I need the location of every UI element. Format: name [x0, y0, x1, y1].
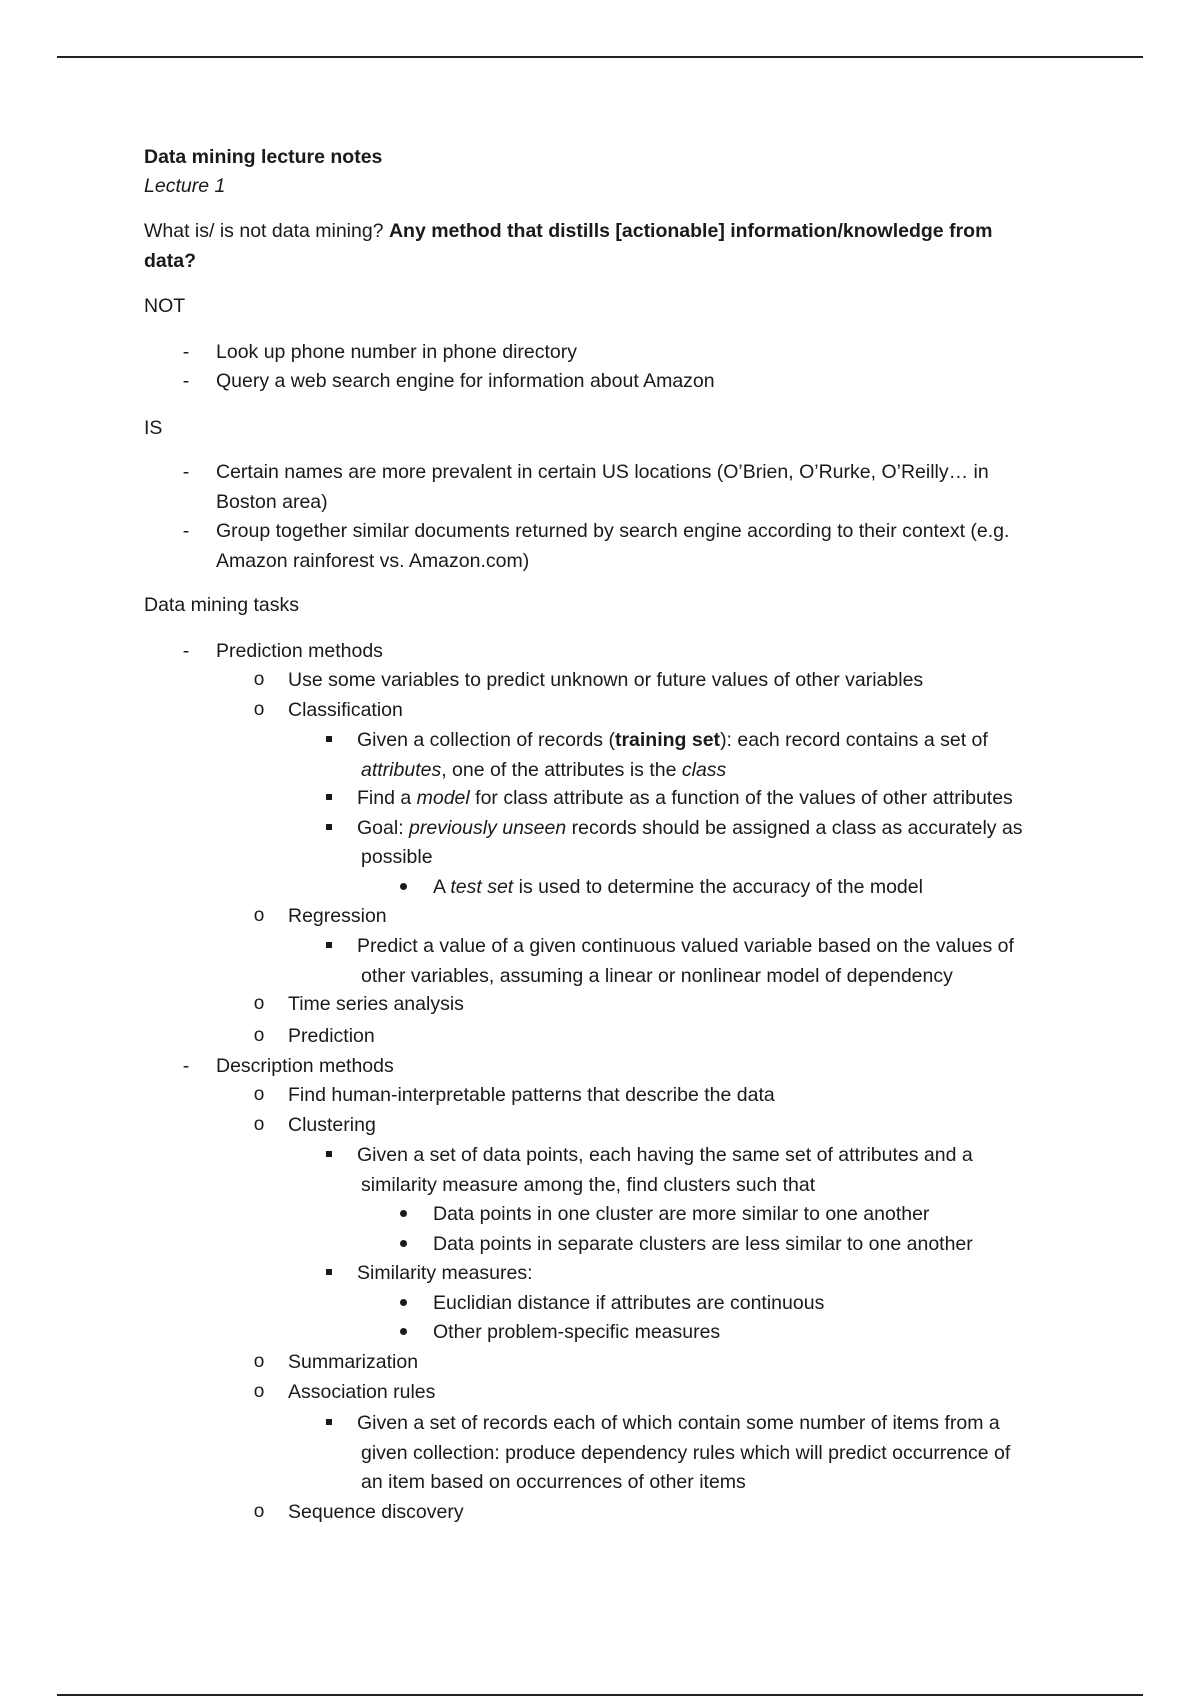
list-item: Use some variables to predict unknown or future values of other variables: [288, 669, 924, 691]
dash-bullet: -: [182, 341, 190, 363]
circle-bullet: o: [253, 699, 265, 720]
description-methods: Description methods: [216, 1055, 394, 1077]
list-item-continued: similarity measure among the, find clusters such that: [361, 1174, 816, 1196]
is-heading: IS: [144, 417, 163, 439]
text-run: Goal:: [357, 817, 410, 839]
list-item: Predict a value of a given continuous valued variable based on the values of: [357, 935, 1014, 957]
text-run: A: [433, 876, 451, 898]
is-item: Group together similar documents returned by search engine according to their context (e.g.: [216, 520, 1010, 542]
list-item-continued: an item based on occurrences of other items: [361, 1471, 746, 1493]
text-run: Find a: [357, 787, 417, 809]
list-item: Given a set of data points, each having the same set of attributes and a: [357, 1144, 973, 1166]
round-bullet: [398, 1317, 408, 1347]
document-title: Data mining lecture notes: [144, 146, 383, 168]
text-run: Given a collection of records (: [357, 729, 615, 751]
square-bullet: [324, 813, 334, 843]
circle-bullet: o: [253, 1351, 265, 1372]
list-item: Find human-interpretable patterns that describe the data: [288, 1084, 775, 1106]
dash-bullet: -: [182, 370, 190, 392]
unseen-term: previously unseen: [409, 817, 567, 839]
round-bullet: [398, 1199, 408, 1229]
prediction: Prediction: [288, 1025, 375, 1047]
circle-bullet: o: [253, 1381, 265, 1402]
square-bullet: [324, 1408, 334, 1438]
round-bullet: [398, 1288, 408, 1318]
list-item: Data points in one cluster are more similar to one another: [433, 1203, 930, 1225]
regression: Regression: [288, 905, 387, 927]
circle-bullet: o: [253, 993, 265, 1014]
dash-bullet: -: [182, 640, 190, 662]
square-bullet: [324, 1140, 334, 1170]
document-subtitle: Lecture 1: [144, 175, 226, 197]
square-bullet: [324, 1258, 334, 1288]
dash-bullet: -: [182, 1055, 190, 1077]
sequence-discovery: Sequence discovery: [288, 1501, 464, 1523]
is-item: Certain names are more prevalent in certain US locations (O’Brien, O’Rurke, O’Reilly… in: [216, 461, 989, 483]
class-term: class: [681, 759, 727, 781]
circle-bullet: o: [253, 905, 265, 926]
summarization: Summarization: [288, 1351, 419, 1373]
question-lead: What is/ is not data mining?: [144, 220, 389, 242]
classification: Classification: [288, 699, 403, 721]
round-bullet: [398, 872, 408, 902]
list-item: Euclidian distance if attributes are continuous: [433, 1292, 825, 1314]
circle-bullet: o: [253, 1114, 265, 1135]
association-rules: Association rules: [288, 1381, 436, 1403]
list-item-continued: [361, 755, 726, 785]
list-item: [357, 725, 988, 755]
test-set-term: test set: [450, 876, 514, 898]
bottom-rule: [57, 1694, 1143, 1696]
attributes-term: attributes: [361, 759, 442, 781]
time-series: Time series analysis: [288, 993, 464, 1015]
top-rule: [57, 56, 1143, 58]
question-bold: Any method that distills [actionable] information/knowledge from: [388, 220, 993, 242]
round-bullet: [398, 1229, 408, 1259]
text-run: , one of the attributes is the: [441, 759, 682, 781]
dash-bullet: -: [182, 461, 190, 483]
circle-bullet: o: [253, 1084, 265, 1105]
list-item: Data points in separate clusters are less similar to one another: [433, 1233, 973, 1255]
circle-bullet: o: [253, 669, 265, 690]
list-item: Similarity measures:: [357, 1262, 533, 1284]
list-item-continued: other variables, assuming a linear or nonlinear model of dependency: [361, 965, 953, 987]
question-line: [144, 216, 992, 246]
circle-bullet: o: [253, 1501, 265, 1522]
list-item: [357, 783, 1013, 813]
list-item: Other problem-specific measures: [433, 1321, 721, 1343]
list-item-continued: given collection: produce dependency rules which will predict occurrence of: [361, 1442, 1011, 1464]
question-bold-continued: data?: [144, 250, 197, 272]
text-run: ): each record contains a set of: [720, 729, 988, 751]
tasks-heading: Data mining tasks: [144, 594, 299, 616]
text-run: is used to determine the accuracy of the model: [513, 876, 923, 898]
circle-bullet: o: [253, 1025, 265, 1046]
text-run: records should be assigned a class as accurately as: [566, 817, 1023, 839]
not-item: Query a web search engine for information about Amazon: [216, 370, 715, 392]
list-item: [433, 872, 923, 902]
list-item: Given a set of records each of which contain some number of items from a: [357, 1412, 1000, 1434]
clustering: Clustering: [288, 1114, 376, 1136]
square-bullet: [324, 725, 334, 755]
is-item-continued: Amazon rainforest vs. Amazon.com): [216, 550, 530, 572]
dash-bullet: -: [182, 520, 190, 542]
text-run: for class attribute as a function of the values of other attributes: [469, 787, 1013, 809]
list-item: [357, 813, 1023, 843]
list-item-continued: possible: [361, 846, 433, 868]
prediction-methods: Prediction methods: [216, 640, 383, 662]
square-bullet: [324, 931, 334, 961]
not-heading: NOT: [144, 295, 186, 317]
is-item-continued: Boston area): [216, 491, 328, 513]
training-set-term: training set: [614, 729, 721, 751]
not-item: Look up phone number in phone directory: [216, 341, 577, 363]
square-bullet: [324, 783, 334, 813]
model-term: model: [416, 787, 470, 809]
